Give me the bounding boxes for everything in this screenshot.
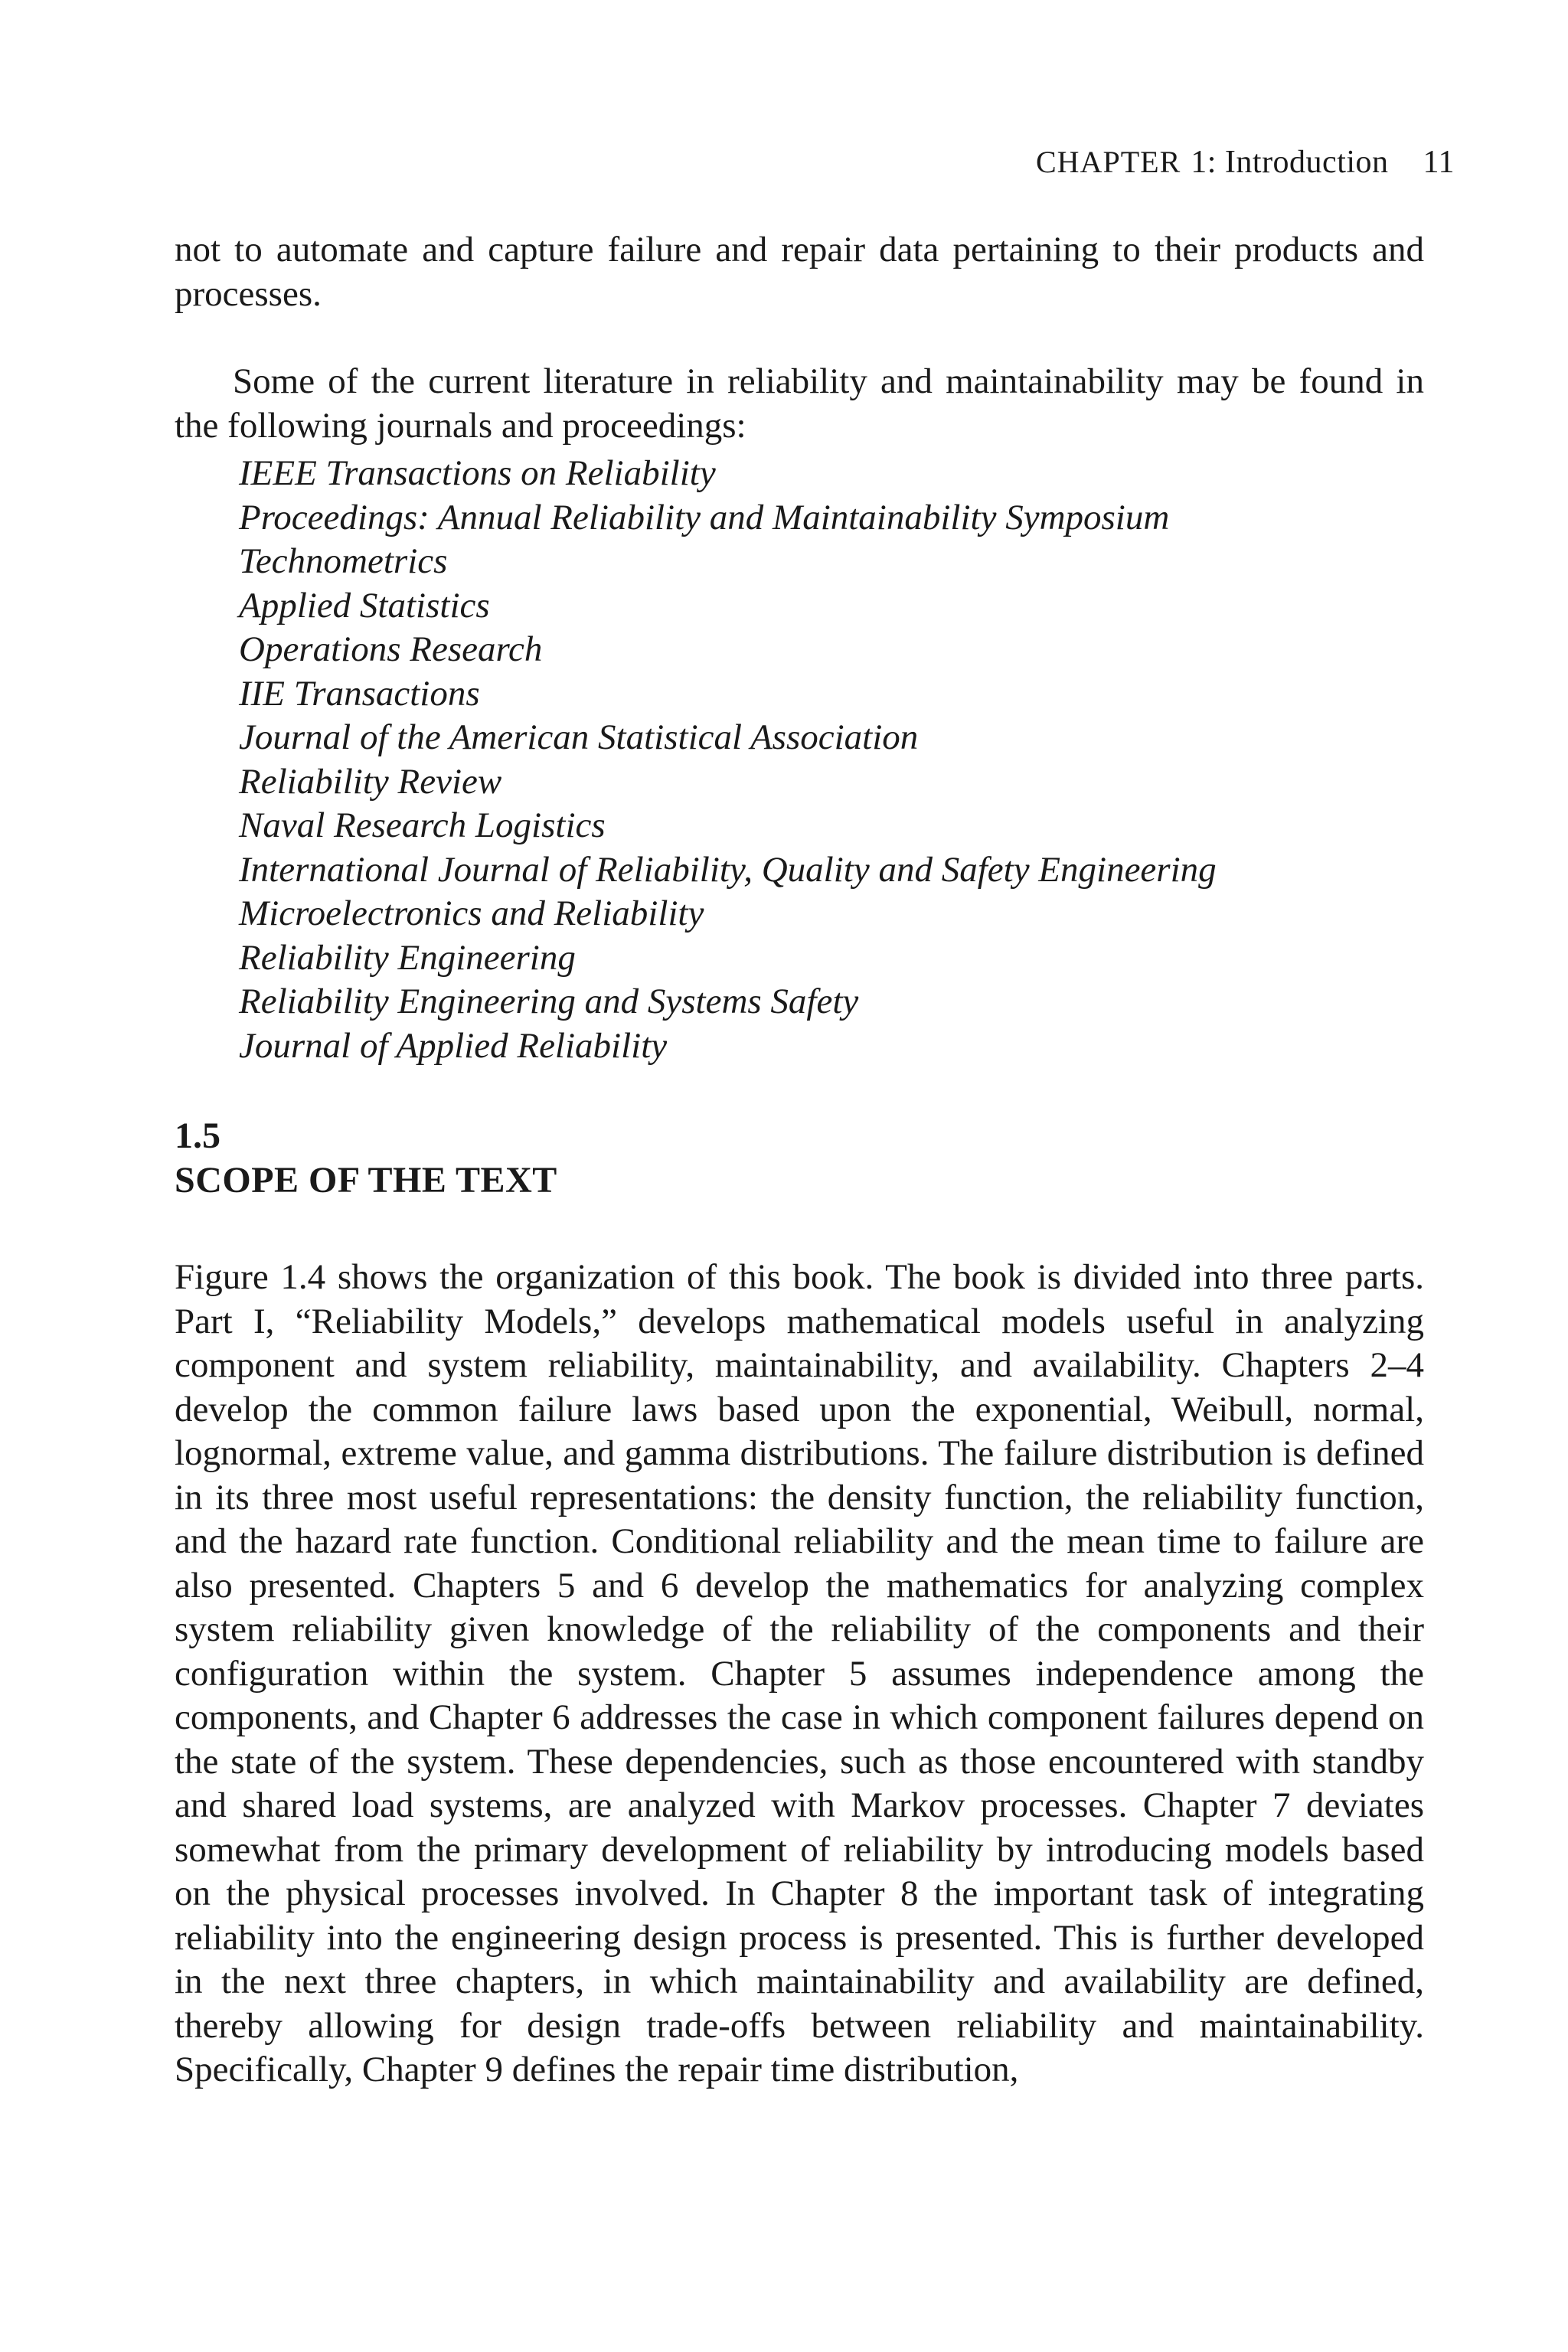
journal-item: Proceedings: Annual Reliability and Maintainability Symposium — [239, 497, 1170, 537]
journal-item: Operations Research — [239, 629, 543, 669]
journal-item: Reliability Engineering and Systems Safety — [239, 982, 859, 1021]
journal-item: Microelectronics and Reliability — [239, 893, 704, 933]
page-number: 11 — [1423, 145, 1455, 180]
scope-paragraph: Figure 1.4 shows the organization of this book. The book is divided into three parts. Part I, “Reliability Models,” develops mathematical models useful in analyzing component and system reliability, maintainability, and availability. Chapters 2–4 develop the common failure laws based upon the exponential, Weibull, normal, lognormal, extreme value, and gamma distributions. The failure distribution is defined in its three most useful representations: the density function, the reliability function, and the hazard rate function. Conditional reliability and the mean time to failure are also presented. Chapters 5 and 6 develop the mathematics for analyzing complex system reliability given knowledge of the reliability of the components and their configuration within the system. Chapter 5 assumes independence among the components, and Chapter 6 addresses the case in which component failures depend on the state of the system. These dependencies, such as those encountered with standby and shared load systems, are analyzed with Markov processes. Chapter 7 deviates somewhat from the primary development of reliability by introducing models based on the physical processes involved. In Chapter 8 the important task of integrating reliability into the engineering design process is presented. This is further developed in the next three chapters, in which maintainability and availability are defined, thereby allowing for design trade-offs between reliability and maintainability. Specifically, Chapter 9 defines the repair time distribution, — [175, 1257, 1424, 2089]
intro-paragraph: not to automate and capture failure and repair data pertaining to their products and processes. — [175, 230, 1424, 314]
journal-item: Technometrics — [239, 541, 448, 581]
journal-item: Applied Statistics — [239, 585, 490, 626]
journal-item: IEEE Transactions on Reliability — [239, 453, 716, 493]
chapter-reference: 1: Introduction — [1191, 145, 1389, 180]
journal-item: Reliability Engineering — [239, 937, 576, 978]
chapter-label: CHAPTER — [1036, 145, 1181, 179]
journal-item: Journal of Applied Reliability — [239, 1025, 668, 1066]
journal-item: Journal of the American Statistical Association — [239, 717, 919, 757]
journal-item: IIE Transactions — [239, 673, 480, 714]
running-head — [1036, 142, 1455, 182]
section-number: 1.5 — [175, 1116, 220, 1156]
journal-item: Reliability Review — [239, 761, 502, 802]
literature-paragraph: Some of the current literature in reliability and maintainability may be found in the following journals and proceedings: — [175, 361, 1424, 446]
journal-item: Naval Research Logistics — [239, 805, 606, 845]
section-title: SCOPE OF THE TEXT — [175, 1160, 557, 1200]
journal-item: International Journal of Reliability, Quality and Safety Engineering — [239, 849, 1217, 890]
section-heading — [175, 1114, 557, 1203]
journal-list — [239, 452, 1217, 1068]
